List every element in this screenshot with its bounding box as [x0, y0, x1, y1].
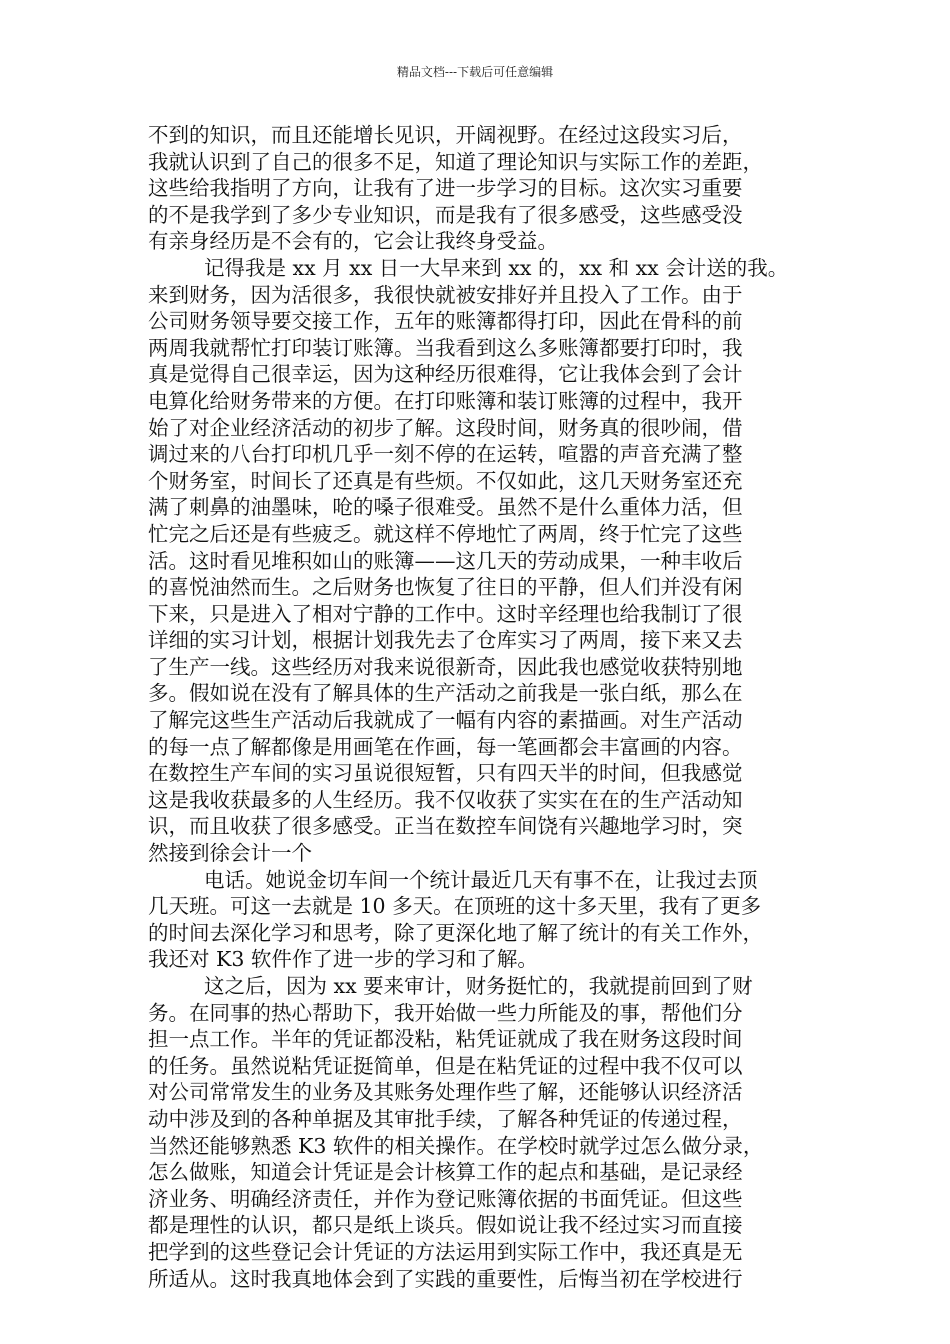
text-line: 满了刺鼻的油墨味，呛的嗓子很难受。虽然不是什么重体力活，但	[148, 495, 743, 520]
text-line: 来到财务，因为活很多，我很快就被安排好并且投入了工作。由于	[148, 282, 743, 307]
text-line: 真是觉得自己很幸运，因为这种经历很难得，它让我体会到了会计	[148, 362, 743, 387]
text-line: 了生产一线。这些经历对我来说很新奇，因此我也感觉收获特别地	[148, 654, 743, 679]
text-line: 对公司常常发生的业务及其账务处理作些了解，还能够认识经济活	[148, 1080, 743, 1105]
text-line: 活。这时看见堆积如山的账簿——这几天的劳动成果，一种丰收后	[148, 548, 743, 573]
text-line: 的喜悦油然而生。之后财务也恢复了往日的平静，但人们并没有闲	[148, 575, 743, 600]
text-line: 的不是我学到了多少专业知识，而是我有了很多感受，这些感受没	[148, 202, 743, 227]
text-line: 这之后，因为 xx 要来审计，财务挺忙的，我就提前回到了财	[204, 974, 753, 998]
text-line: 不到的知识，而且还能增长见识，开阔视野。在经过这段实习后，	[148, 123, 743, 147]
page-header: 精品文档---下载后可任意编辑	[396, 65, 554, 79]
text-line: 怎么做账，知道会计凭证是会计核算工作的起点和基础，是记录经	[148, 1160, 743, 1185]
text-line: 有亲身经历是不会有的，它会让我终身受益。	[148, 229, 558, 254]
text-line: 公司财务领导要交接工作，五年的账簿都得打印，因此在骨科的前	[148, 309, 743, 334]
text-line: 济业务、明确经济责任，并作为登记账簿依据的书面凭证。但这些	[148, 1186, 743, 1211]
text-line: 详细的实习计划，根据计划我先去了仓库实习了两周，接下来又去	[148, 628, 743, 653]
text-line: 务。在同事的热心帮助下，我开始做一些力所能及的事，帮他们分	[148, 1000, 743, 1025]
text-line: 当然还能够熟悉 K3 软件的相关操作。在学校时就学过怎么做分录，	[148, 1133, 764, 1158]
text-line: 调过来的八台打印机几乎一刻不停的在运转，喧嚣的声音充满了整	[148, 442, 743, 467]
text-line: 所适从。这时我真地体会到了实践的重要性，后悔当初在学校进行	[148, 1266, 743, 1291]
text-line: 的时间去深化学习和思考，除了更深化地了解了统计的有关工作外，	[148, 920, 763, 945]
text-line: 我就认识到了自己的很多不足，知道了理论知识与实际工作的差距，	[148, 149, 763, 174]
document-body	[148, 122, 816, 1292]
text-line: 然接到徐会计一个	[148, 841, 312, 866]
text-line: 在数控生产车间的实习虽说很短暂，只有四天半的时间，但我感觉	[148, 761, 743, 786]
text-line: 个财务室，时间长了还真是有些烦。不仅如此，这几天财务室还充	[148, 468, 743, 493]
text-line: 这些给我指明了方向，让我有了进一步学习的目标。这次实习重要	[148, 176, 743, 201]
text-line: 的任务。虽然说粘凭证挺简单，但是在粘凭证的过程中我不仅可以	[148, 1053, 743, 1078]
text-line: 动中涉及到的各种单据及其审批手续，了解各种凭证的传递过程，	[148, 1106, 743, 1131]
text-line: 这是我收获最多的人生经历。我不仅收获了实实在在的生产活动知	[148, 787, 743, 812]
text-line: 几天班。可这一去就是 10 多天。在顶班的这十多天里，我有了更多	[148, 894, 762, 919]
text-line: 把学到的这些登记会计凭证的方法运用到实际工作中，我还真是无	[148, 1239, 743, 1264]
text-line: 记得我是 xx 月 xx 日一大早来到 xx 的，xx 和 xx 会计送的我。	[204, 255, 789, 280]
text-line: 识，而且收获了很多感受。正当在数控车间饶有兴趣地学习时，突	[148, 814, 743, 839]
text-line: 忙完之后还是有些疲乏。就这样不停地忙了两周，终于忙完了这些	[148, 521, 743, 546]
text-line: 电话。她说金切车间一个统计最近几天有事不在，让我过去顶	[204, 867, 758, 892]
text-line: 始了对企业经济活动的初步了解。这段时间，财务真的很吵闹，借	[148, 415, 743, 440]
text-line: 了解完这些生产活动后我就成了一幅有内容的素描画。对生产活动	[148, 708, 743, 733]
text-line: 都是理性的认识，都只是纸上谈兵。假如说让我不经过实习而直接	[148, 1213, 743, 1238]
text-line: 下来，只是进入了相对宁静的工作中。这时辛经理也给我制订了很	[148, 601, 743, 626]
text-line: 多。假如说在没有了解具体的生产活动之前我是一张白纸，那么在	[148, 681, 743, 706]
text-line: 担一点工作。半年的凭证都没粘，粘凭证就成了我在财务这段时间	[148, 1027, 743, 1052]
text-line: 的每一点了解都像是用画笔在作画，每一笔画都会丰富画的内容。	[148, 734, 743, 759]
text-line: 电算化给财务带来的方便。在打印账簿和装订账簿的过程中，我开	[148, 388, 743, 413]
text-line: 两周我就帮忙打印装订账簿。当我看到这么多账簿都要打印时，我	[148, 335, 743, 360]
text-line: 我还对 K3 软件作了进一步的学习和了解。	[148, 947, 538, 972]
